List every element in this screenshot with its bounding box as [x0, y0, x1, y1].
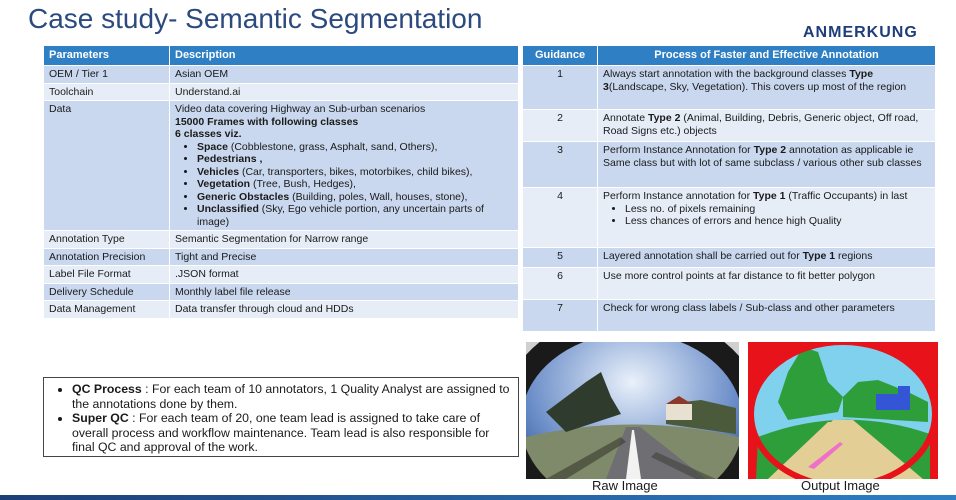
param-cell: Label File Format — [44, 266, 170, 284]
guidance-list — [625, 203, 930, 228]
qc-list — [72, 382, 510, 455]
guidance-number: 6 — [523, 268, 598, 300]
table-row — [44, 231, 519, 249]
param-cell: Annotation Type — [44, 231, 170, 249]
list-item: • Unclassified (Sky, Ego vehicle portion, any uncertain parts of image) — [197, 203, 513, 228]
bottom-accent-bar — [0, 495, 956, 500]
param-cell: OEM / Tier 1 — [44, 66, 170, 84]
table-row — [44, 83, 519, 101]
table-header: Guidance — [523, 46, 598, 66]
guidance-number: 3 — [523, 142, 598, 188]
desc-cell — [170, 101, 519, 231]
table-row — [44, 66, 519, 84]
table-row — [44, 301, 519, 319]
table-row — [523, 110, 936, 142]
raw-image-caption: Raw Image — [592, 478, 658, 493]
list-item: • Vegetation (Tree, Bush, Hedges), — [197, 178, 513, 191]
guidance-text: Use more control points at far distance to fit better polygon — [598, 268, 936, 300]
param-cell: Toolchain — [44, 83, 170, 101]
list-item: • Space (Cobblestone, grass, Asphalt, sand, Others), — [197, 141, 513, 154]
list-item: • Generic Obstacles (Building, poles, Wall, houses, stone), — [197, 191, 513, 204]
table-row — [44, 283, 519, 301]
parameters-table — [43, 45, 519, 319]
guidance-number: 1 — [523, 66, 598, 110]
desc-cell: Data transfer through cloud and HDDs — [170, 301, 519, 319]
qc-process-box — [43, 377, 519, 457]
list-item: • Less no. of pixels remaining — [625, 203, 930, 216]
list-item: • Less chances of errors and hence high Quality — [625, 215, 930, 228]
table-row — [44, 266, 519, 284]
guidance-number: 7 — [523, 300, 598, 332]
guidance-number: 5 — [523, 248, 598, 268]
param-cell: Annotation Precision — [44, 248, 170, 266]
table-row — [44, 248, 519, 266]
guidance-table — [522, 45, 936, 332]
list-item: • Vehicles (Car, transporters, bikes, motorbikes, child bikes), — [197, 166, 513, 179]
table-row — [523, 300, 936, 332]
output-image — [748, 342, 938, 479]
table-row — [523, 248, 936, 268]
guidance-text: Layered annotation shall be carried out for Type 1 regions — [598, 248, 936, 268]
param-cell: Data Management — [44, 301, 170, 319]
page-title: Case study- Semantic Segmentation — [28, 3, 483, 34]
desc-cell: Semantic Segmentation for Narrow range — [170, 231, 519, 249]
table-row — [523, 188, 936, 248]
param-cell: Delivery Schedule — [44, 283, 170, 301]
guidance-text: Annotate Type 2 (Animal, Building, Debris, Generic object, Off road, Road Signs etc.) objects — [598, 110, 936, 142]
desc-text: Video data covering Highway an Sub-urban scenarios — [175, 103, 426, 115]
desc-cell: Tight and Precise — [170, 248, 519, 266]
guidance-number: 2 — [523, 110, 598, 142]
desc-cell: Asian OEM — [170, 66, 519, 84]
output-image-caption: Output Image — [801, 478, 880, 493]
desc-cell: .JSON format — [170, 266, 519, 284]
guidance-text: Perform Instance Annotation for Type 2 annotation as applicable ie Same class but with lot of same subclass / various other sub classes — [598, 142, 936, 188]
table-header: Parameters — [44, 46, 170, 66]
list-item: • Super QC : For each team of 20, one team lead is assigned to take care of overall process and workflow maintenance. Team lead is also responsible for final QC and approval of the work. — [72, 411, 510, 455]
table-row — [523, 142, 936, 188]
list-item: • QC Process : For each team of 10 annotators, 1 Quality Analyst are assigned to the annotations done by them. — [72, 382, 510, 411]
guidance-text: Always start annotation with the background classes Type 3(Landscape, Sky, Vegetation). This covers up most of the region — [598, 66, 936, 110]
guidance-text: Check for wrong class labels / Sub-class and other parameters — [598, 300, 936, 332]
table-row — [523, 66, 936, 110]
table-row — [44, 101, 519, 231]
class-list — [197, 141, 513, 229]
table-row — [523, 268, 936, 300]
desc-bold-text: 15000 Frames with following classes — [175, 115, 359, 128]
desc-cell: Monthly label file release — [170, 283, 519, 301]
brand-logo: ANMERKUNG — [803, 24, 918, 41]
list-item: • Pedestrians , — [197, 153, 513, 166]
desc-cell: Understand.ai — [170, 83, 519, 101]
desc-bold-text: 6 classes viz. — [175, 128, 242, 140]
param-cell: Data — [44, 101, 170, 231]
guidance-number: 4 — [523, 188, 598, 248]
raw-image-graphic — [526, 342, 739, 479]
raw-image — [526, 342, 739, 479]
guidance-text: Perform Instance annotation for Type 1 (Traffic Occupants) in last • Less no. of pixels remaining • Less chances of errors and hence high Quality — [598, 188, 936, 248]
table-header: Process of Faster and Effective Annotation — [598, 46, 936, 66]
output-image-graphic — [748, 342, 938, 479]
table-header: Description — [170, 46, 519, 66]
